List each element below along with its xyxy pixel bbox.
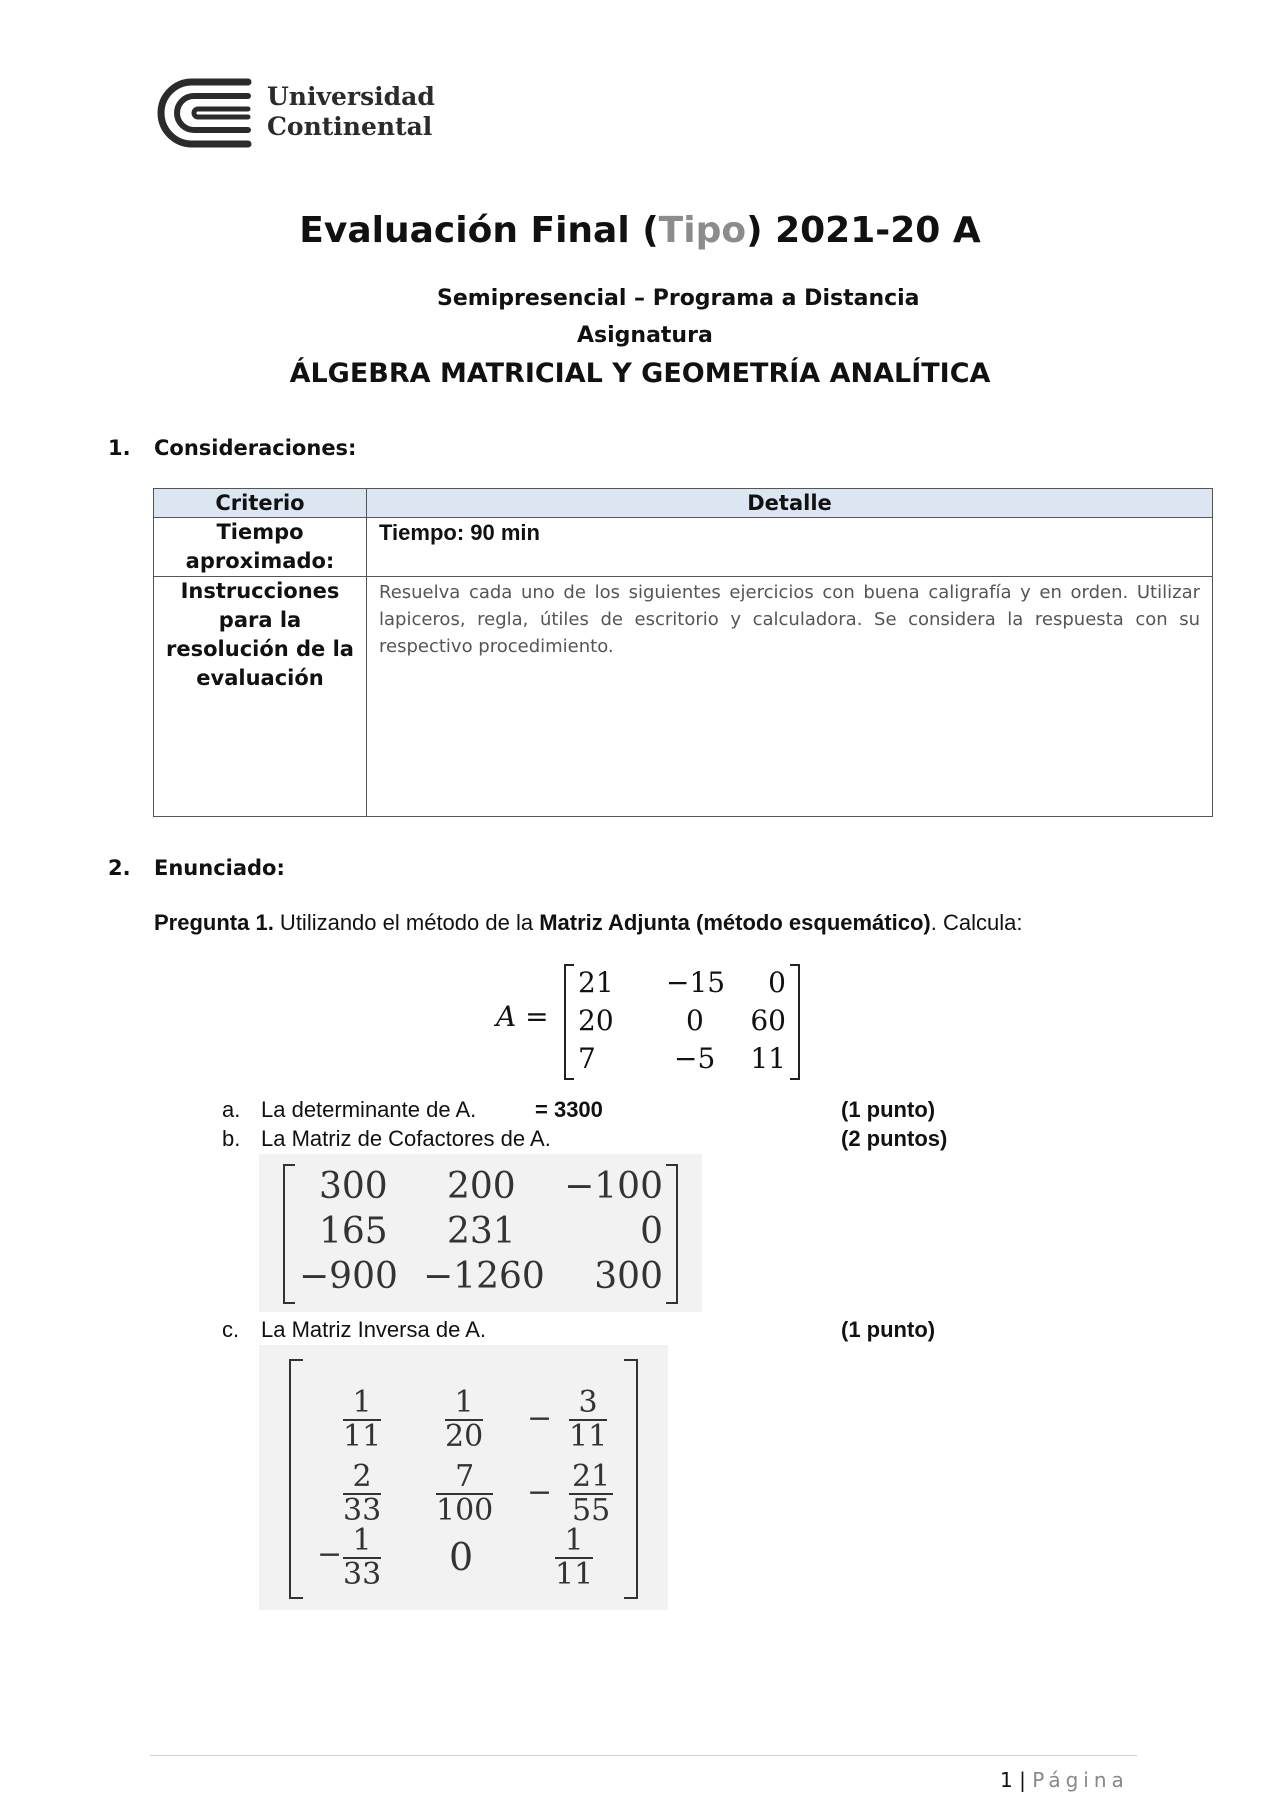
item-b-text: La Matriz de Cofactores de A. <box>261 1126 551 1151</box>
criterio-tiempo-text: Tiempo aproximado: <box>185 520 335 573</box>
university-logo-icon <box>152 76 252 150</box>
inverse-cell: $\frac{1}{33}$ <box>343 1523 382 1592</box>
cofactor-cell: 200 <box>447 1166 516 1207</box>
item-c-points: (1 punto) <box>841 1317 936 1342</box>
header-detalle: Detalle <box>367 489 1213 518</box>
right-bracket <box>666 1164 678 1304</box>
inverse-cell: $\frac{1}{11}$ <box>555 1523 594 1592</box>
question-text-1: Utilizando el método de la <box>273 910 540 935</box>
inverse-cell: $\frac{1}{11}$ <box>343 1385 382 1454</box>
subtitle-modality: Semipresencial – Programa a Distancia <box>437 286 920 311</box>
logo-text <box>267 82 435 142</box>
section-label: Consideraciones: <box>154 436 357 460</box>
page-word: Página <box>1032 1768 1129 1792</box>
left-bracket <box>283 1164 295 1304</box>
cofactor-cell: 165 <box>319 1211 388 1252</box>
matrix-a-cell: 60 <box>750 1004 786 1037</box>
item-a-text: La determinante de A. <box>261 1097 477 1122</box>
page-footer <box>1000 1768 1129 1792</box>
question-label: Pregunta 1. <box>154 910 274 935</box>
detalle-tiempo-text: Tiempo: 90 min <box>379 520 540 545</box>
matrix-a <box>564 964 800 1078</box>
criteria-table <box>153 488 1213 817</box>
item-a-letter: a. <box>222 1097 241 1122</box>
matrix-a-label: A = <box>496 1000 549 1033</box>
question-method: Matriz Adjunta (método esquemático) <box>539 910 931 935</box>
page-separator: | <box>1012 1768 1033 1792</box>
minus-sign: − <box>317 1537 343 1572</box>
cell-criterio-tiempo <box>154 518 367 577</box>
inverse-cell: 0 <box>449 1535 474 1579</box>
right-bracket <box>790 964 800 1080</box>
footer-divider <box>150 1755 1137 1756</box>
table-row <box>154 518 1213 577</box>
item-c-letter: c. <box>222 1317 240 1342</box>
question-text-2: . Calcula: <box>930 910 1023 935</box>
minus-sign: − <box>527 1401 553 1436</box>
matrix-a-grid <box>578 964 786 1078</box>
header-criterio: Criterio <box>154 489 367 518</box>
cell-detalle-instrucciones <box>367 577 1213 817</box>
cofactor-matrix-image <box>259 1154 702 1312</box>
inverse-matrix-image <box>259 1345 668 1610</box>
matrix-a-cell: 7 <box>578 1042 596 1075</box>
cofactor-cell: 300 <box>594 1256 663 1297</box>
page-title <box>0 210 1280 251</box>
cofactor-cell: 0 <box>640 1211 663 1252</box>
criterio-instrucciones-text: Instrucciones para la resolución de la evaluación <box>166 579 354 690</box>
item-b-points: (2 puntos) <box>841 1126 948 1151</box>
inverse-cell: $\frac{7}{100}$ <box>436 1459 494 1528</box>
section-number: 1. <box>108 436 131 460</box>
inverse-cell: $\frac{3}{11}$ <box>569 1385 608 1454</box>
matrix-a-cell: −15 <box>666 966 726 999</box>
course-name: ÁLGEBRA MATRICIAL Y GEOMETRÍA ANALÍTICA <box>289 358 991 389</box>
instructions-text: Resuelva cada uno de los siguientes ejercicios con buena caligrafía y en orden. Utilizar lapiceros, regla, útiles de escritorio y calculadora. Se considera la respuesta con su respectivo procedimiento. <box>379 582 1200 657</box>
page-number: 1 <box>1000 1768 1013 1792</box>
inverse-cell: $\frac{2}{33}$ <box>343 1459 382 1528</box>
cell-criterio-instrucciones <box>154 577 367 817</box>
table-row <box>154 577 1213 817</box>
section-label: Enunciado: <box>154 856 285 880</box>
title-tipo: Tipo <box>658 210 747 251</box>
item-a-points: (1 punto) <box>841 1097 936 1122</box>
item-b-letter: b. <box>222 1126 241 1151</box>
right-bracket <box>624 1359 638 1599</box>
inverse-cell: $\frac{21}{55}$ <box>569 1461 613 1527</box>
section-number: 2. <box>108 856 131 880</box>
matrix-a-cell: 11 <box>750 1042 786 1075</box>
left-bracket <box>564 964 574 1080</box>
table-header-row <box>154 489 1213 518</box>
matrix-a-cell: 21 <box>578 966 614 999</box>
cofactor-grid <box>299 1164 663 1299</box>
title-pre: Evaluación Final ( <box>299 210 659 251</box>
title-post: ) 2021-20 A <box>746 210 981 251</box>
item-a-answer: = 3300 <box>535 1097 603 1122</box>
matrix-a-cell: 0 <box>686 1004 704 1037</box>
matrix-a-cell: 20 <box>578 1004 614 1037</box>
matrix-a-cell: −5 <box>674 1042 716 1075</box>
logo-line-1: Universidad <box>267 82 435 111</box>
matrix-a-cell: 0 <box>768 966 786 999</box>
question-1 <box>154 910 1022 936</box>
inverse-cell: $\frac{1}{20}$ <box>445 1385 484 1454</box>
subtitle-asignatura: Asignatura <box>577 323 713 348</box>
logo-line-2: Continental <box>267 112 433 141</box>
item-c-text: La Matriz Inversa de A. <box>261 1317 486 1342</box>
cofactor-cell: −1260 <box>423 1256 545 1297</box>
minus-sign: − <box>527 1475 553 1510</box>
cofactor-cell: 300 <box>319 1166 388 1207</box>
left-bracket <box>289 1359 303 1599</box>
cofactor-cell: −900 <box>299 1256 398 1297</box>
cell-detalle-tiempo <box>367 518 1213 577</box>
cofactor-cell: −100 <box>564 1166 663 1207</box>
cofactor-cell: 231 <box>447 1211 516 1252</box>
